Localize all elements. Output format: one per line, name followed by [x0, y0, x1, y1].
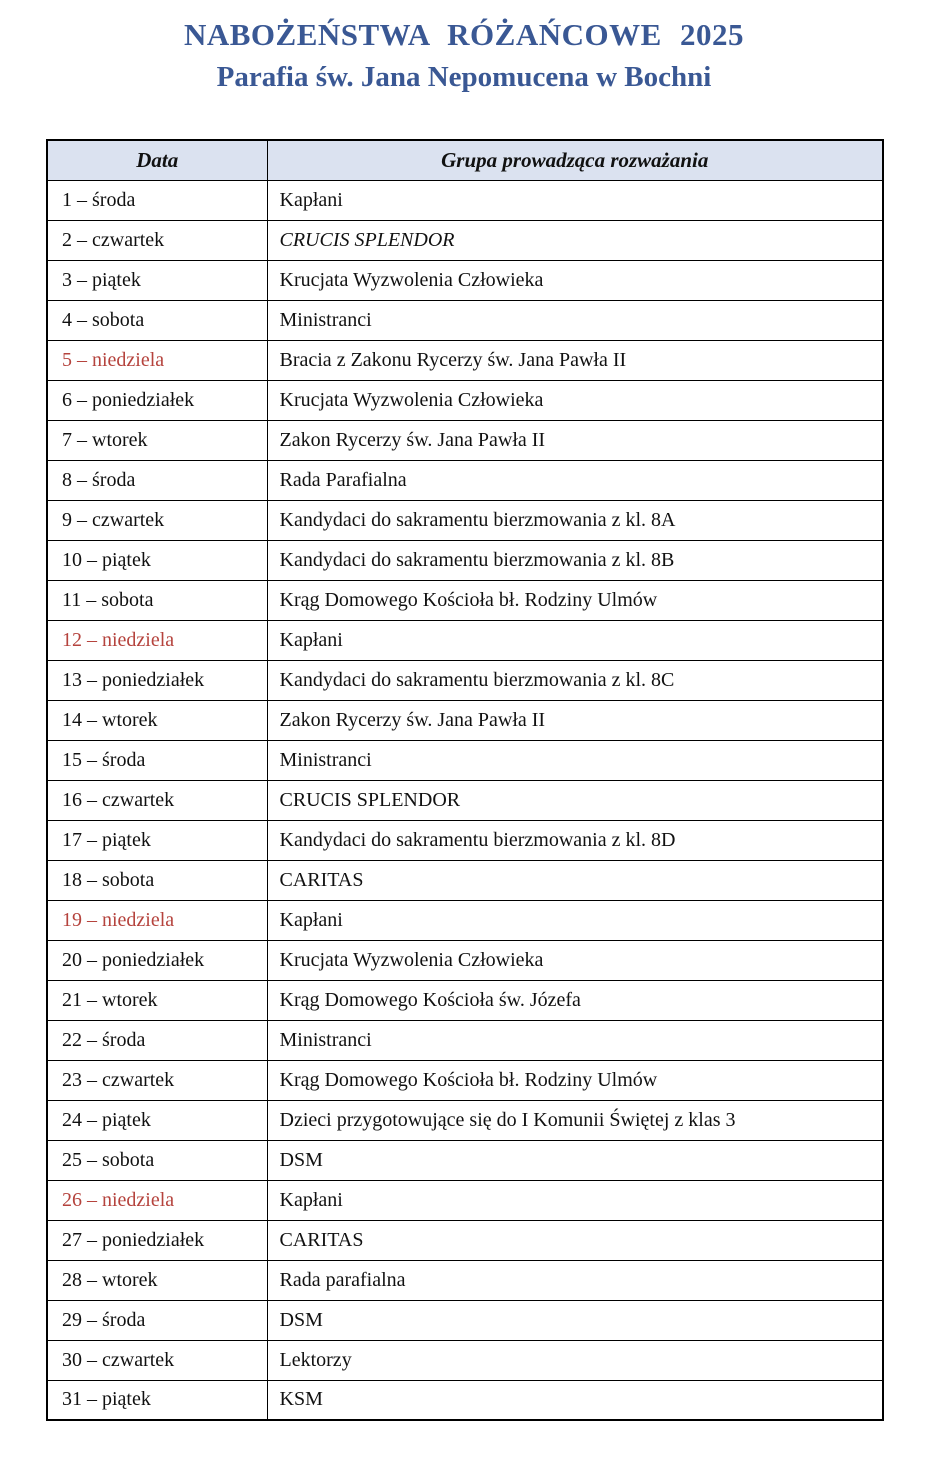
table-row [47, 660, 883, 700]
date-cell: 20 – poniedziałek [47, 940, 267, 980]
table-row [47, 500, 883, 540]
rosary-schedule-table [46, 139, 884, 1421]
date-cell: 12 – niedziela [47, 620, 267, 660]
group-cell: Krucjata Wyzwolenia Człowieka [267, 380, 883, 420]
table-row [47, 1060, 883, 1100]
date-cell: 25 – sobota [47, 1140, 267, 1180]
table-row [47, 1220, 883, 1260]
date-cell: 16 – czwartek [47, 780, 267, 820]
date-cell: 1 – środa [47, 180, 267, 220]
date-cell: 30 – czwartek [47, 1340, 267, 1380]
table-row [47, 820, 883, 860]
group-cell: Rada parafialna [267, 1260, 883, 1300]
table-row [47, 1100, 883, 1140]
table-row [47, 940, 883, 980]
date-cell: 7 – wtorek [47, 420, 267, 460]
group-cell: Lektorzy [267, 1340, 883, 1380]
table-row [47, 180, 883, 220]
group-cell: Zakon Rycerzy św. Jana Pawła II [267, 420, 883, 460]
group-cell: Ministranci [267, 1020, 883, 1060]
table-row [47, 1020, 883, 1060]
schedule-table-body [47, 180, 883, 1420]
table-row [47, 420, 883, 460]
date-cell: 27 – poniedziałek [47, 1220, 267, 1260]
date-cell: 19 – niedziela [47, 900, 267, 940]
column-header-data: Data [47, 140, 267, 180]
date-cell: 22 – środa [47, 1020, 267, 1060]
table-row [47, 460, 883, 500]
table-row [47, 1140, 883, 1180]
date-cell: 11 – sobota [47, 580, 267, 620]
group-cell: Bracia z Zakonu Rycerzy św. Jana Pawła II [267, 340, 883, 380]
date-cell: 13 – poniedziałek [47, 660, 267, 700]
group-cell: KSM [267, 1380, 883, 1420]
table-row [47, 380, 883, 420]
date-cell: 29 – środa [47, 1300, 267, 1340]
document-page [0, 16, 928, 1484]
table-header-row [47, 140, 883, 180]
table-row [47, 780, 883, 820]
group-cell: Kandydaci do sakramentu bierzmowania z kl. 8C [267, 660, 883, 700]
group-cell: Krąg Domowego Kościoła św. Józefa [267, 980, 883, 1020]
group-cell: Ministranci [267, 300, 883, 340]
table-row [47, 900, 883, 940]
date-cell: 14 – wtorek [47, 700, 267, 740]
date-cell: 10 – piątek [47, 540, 267, 580]
table-row [47, 700, 883, 740]
table-row [47, 260, 883, 300]
group-cell: Krąg Domowego Kościoła bł. Rodziny Ulmów [267, 580, 883, 620]
table-row [47, 1180, 883, 1220]
group-cell: Krąg Domowego Kościoła bł. Rodziny Ulmów [267, 1060, 883, 1100]
table-row [47, 340, 883, 380]
table-row [47, 300, 883, 340]
group-cell: Kapłani [267, 620, 883, 660]
date-cell: 17 – piątek [47, 820, 267, 860]
date-cell: 24 – piątek [47, 1100, 267, 1140]
group-cell: Kandydaci do sakramentu bierzmowania z kl. 8A [267, 500, 883, 540]
group-cell: CARITAS [267, 860, 883, 900]
group-cell: Zakon Rycerzy św. Jana Pawła II [267, 700, 883, 740]
column-header-group: Grupa prowadząca rozważania [267, 140, 883, 180]
date-cell: 28 – wtorek [47, 1260, 267, 1300]
date-cell: 8 – środa [47, 460, 267, 500]
table-row [47, 620, 883, 660]
date-cell: 18 – sobota [47, 860, 267, 900]
date-cell: 23 – czwartek [47, 1060, 267, 1100]
table-row [47, 220, 883, 260]
table-row [47, 860, 883, 900]
group-cell: Ministranci [267, 740, 883, 780]
table-row [47, 540, 883, 580]
table-row [47, 1300, 883, 1340]
document-title: NABOŻEŃSTWA RÓŻAŃCOWE 2025 [183, 17, 745, 52]
group-cell: Kapłani [267, 900, 883, 940]
date-cell: 6 – poniedziałek [47, 380, 267, 420]
date-cell: 9 – czwartek [47, 500, 267, 540]
table-head [47, 140, 883, 180]
group-cell: Kapłani [267, 180, 883, 220]
group-cell: DSM [267, 1140, 883, 1180]
group-cell: Krucjata Wyzwolenia Człowieka [267, 260, 883, 300]
table-row [47, 1340, 883, 1380]
table-row [47, 980, 883, 1020]
document-subtitle: Parafia św. Jana Nepomucena w Bochni [216, 60, 712, 93]
date-cell: 21 – wtorek [47, 980, 267, 1020]
group-cell: Kandydaci do sakramentu bierzmowania z kl. 8D [267, 820, 883, 860]
date-cell: 3 – piątek [47, 260, 267, 300]
group-cell: CRUCIS SPLENDOR [267, 220, 883, 260]
table-row [47, 740, 883, 780]
date-cell: 4 – sobota [47, 300, 267, 340]
date-cell: 31 – piątek [47, 1380, 267, 1420]
group-cell: CRUCIS SPLENDOR [267, 780, 883, 820]
date-cell: 2 – czwartek [47, 220, 267, 260]
date-cell: 15 – środa [47, 740, 267, 780]
table-row [47, 580, 883, 620]
group-cell: Krucjata Wyzwolenia Człowieka [267, 940, 883, 980]
date-cell: 26 – niedziela [47, 1180, 267, 1220]
group-cell: CARITAS [267, 1220, 883, 1260]
table-row [47, 1380, 883, 1420]
group-cell: Rada Parafialna [267, 460, 883, 500]
group-cell: DSM [267, 1300, 883, 1340]
table-row [47, 1260, 883, 1300]
group-cell: Kapłani [267, 1180, 883, 1220]
date-cell: 5 – niedziela [47, 340, 267, 380]
group-cell: Kandydaci do sakramentu bierzmowania z kl. 8B [267, 540, 883, 580]
group-cell: Dzieci przygotowujące się do I Komunii Świętej z klas 3 [267, 1100, 883, 1140]
